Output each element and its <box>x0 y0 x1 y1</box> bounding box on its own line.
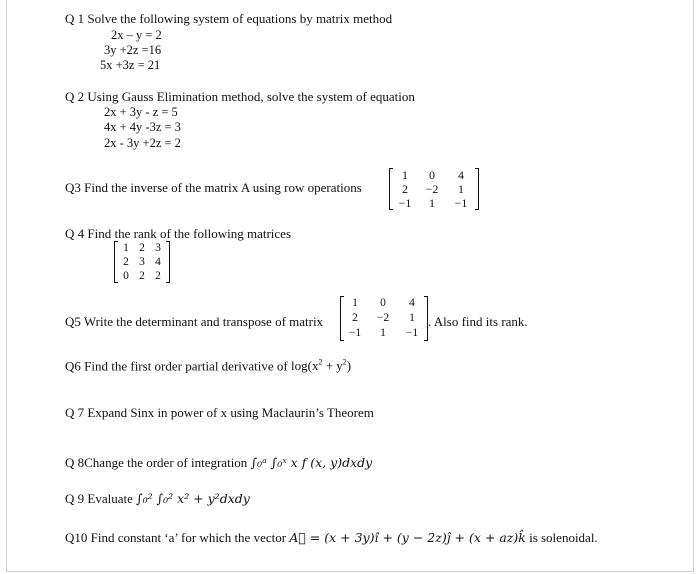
q3-title: Q3 Find the inverse of the matrix A using row operations <box>65 180 362 195</box>
q2-eq-2: 4x + 4y -3z = 3 <box>104 120 181 134</box>
q5-suffix: . Also find its rank. <box>428 314 528 329</box>
q5-title: Q5 Write the determinant and transpose of matrix <box>65 314 324 329</box>
q4-cell: 4 <box>155 256 161 268</box>
q5-cell: 4 <box>409 297 415 309</box>
q1-eq-2: 3y +2z =16 <box>104 43 162 57</box>
q5-cell: −1 <box>348 327 362 339</box>
q4-cell: 2 <box>139 242 145 254</box>
q8-integral: ∫₀ᵃ ∫₀ˣ x f (x, y)dxdy <box>250 455 373 470</box>
q9-title: Q 9 Evaluate <box>65 491 133 506</box>
q4-cell: 2 <box>123 256 129 268</box>
q6-exp2: 2 <box>342 358 347 367</box>
q3-cell: 1 <box>458 182 464 196</box>
q6-expr-a: log(x <box>291 358 319 374</box>
q2-eq-1: 2x + 3y - z = 5 <box>104 105 178 119</box>
q7-title: Q 7 Expand Sinx in power of x using Maclaurin’s Theorem <box>65 405 374 420</box>
q3-cell: 4 <box>458 168 464 182</box>
q4-cell: 3 <box>155 242 161 254</box>
q6-line <box>65 358 351 374</box>
q4-cell: 2 <box>139 270 145 282</box>
q5-cell: −2 <box>376 312 390 324</box>
q6-title: Q6 Find the first order partial derivative of <box>65 358 288 374</box>
q6-expr-b: + y <box>322 358 343 374</box>
q5-matrix <box>344 296 424 341</box>
q5-cell: 1 <box>352 297 358 309</box>
q10-title: Q10 Find constant ‘a’ for which the vector <box>65 530 287 545</box>
q10-suffix: is solenoidal. <box>525 530 598 545</box>
q5-cell: 1 <box>409 312 415 324</box>
q4-cell: 1 <box>123 242 129 254</box>
q4-cell: 3 <box>139 256 145 268</box>
q3-cell: −1 <box>398 196 412 210</box>
q3-cell: 1 <box>402 168 408 182</box>
q5-cell: −1 <box>405 327 419 339</box>
q4-cell: 0 <box>123 270 129 282</box>
q5-cell: 0 <box>380 297 386 309</box>
page-frame <box>6 0 694 572</box>
q8-title: Q 8Change the order of integration <box>65 455 248 470</box>
q1-title: Q 1 Solve the following system of equations by matrix method <box>65 11 393 26</box>
q4-matrix <box>118 241 166 283</box>
q6-expr-c: ) <box>346 358 352 374</box>
q1-eq-3: 5x +3z = 21 <box>100 58 161 72</box>
q2-eq-3: 2x - 3y +2z = 2 <box>104 136 181 150</box>
q5-cell: 2 <box>352 312 358 324</box>
q4-title: Q 4 Find the rank of the following matrices <box>65 226 292 241</box>
q3-matrix <box>393 168 475 210</box>
q3-cell: 1 <box>429 196 435 210</box>
q3-cell: 0 <box>429 168 435 182</box>
q4-cell: 2 <box>155 270 161 282</box>
q10-vector: A⃗ = (x + 3y)î + (y − 2z)ĵ + (x + az)k̂ <box>289 530 526 545</box>
q1-eq-1: 2x – y = 2 <box>111 28 162 42</box>
q10-line <box>65 530 598 546</box>
q6-exp1: 2 <box>318 358 323 367</box>
q8-line <box>65 455 372 471</box>
q6-expression <box>291 358 351 373</box>
q5-cell: 1 <box>380 327 386 339</box>
q9-integral: ∫₀² ∫₀² x² + y²dxdy <box>136 491 250 506</box>
q2-title: Q 2 Using Gauss Elimination method, solve the system of equation <box>65 89 415 104</box>
q3-cell: −1 <box>454 196 468 210</box>
q3-cell: 2 <box>402 182 408 196</box>
q3-cell: −2 <box>425 182 439 196</box>
q9-line <box>65 491 250 507</box>
